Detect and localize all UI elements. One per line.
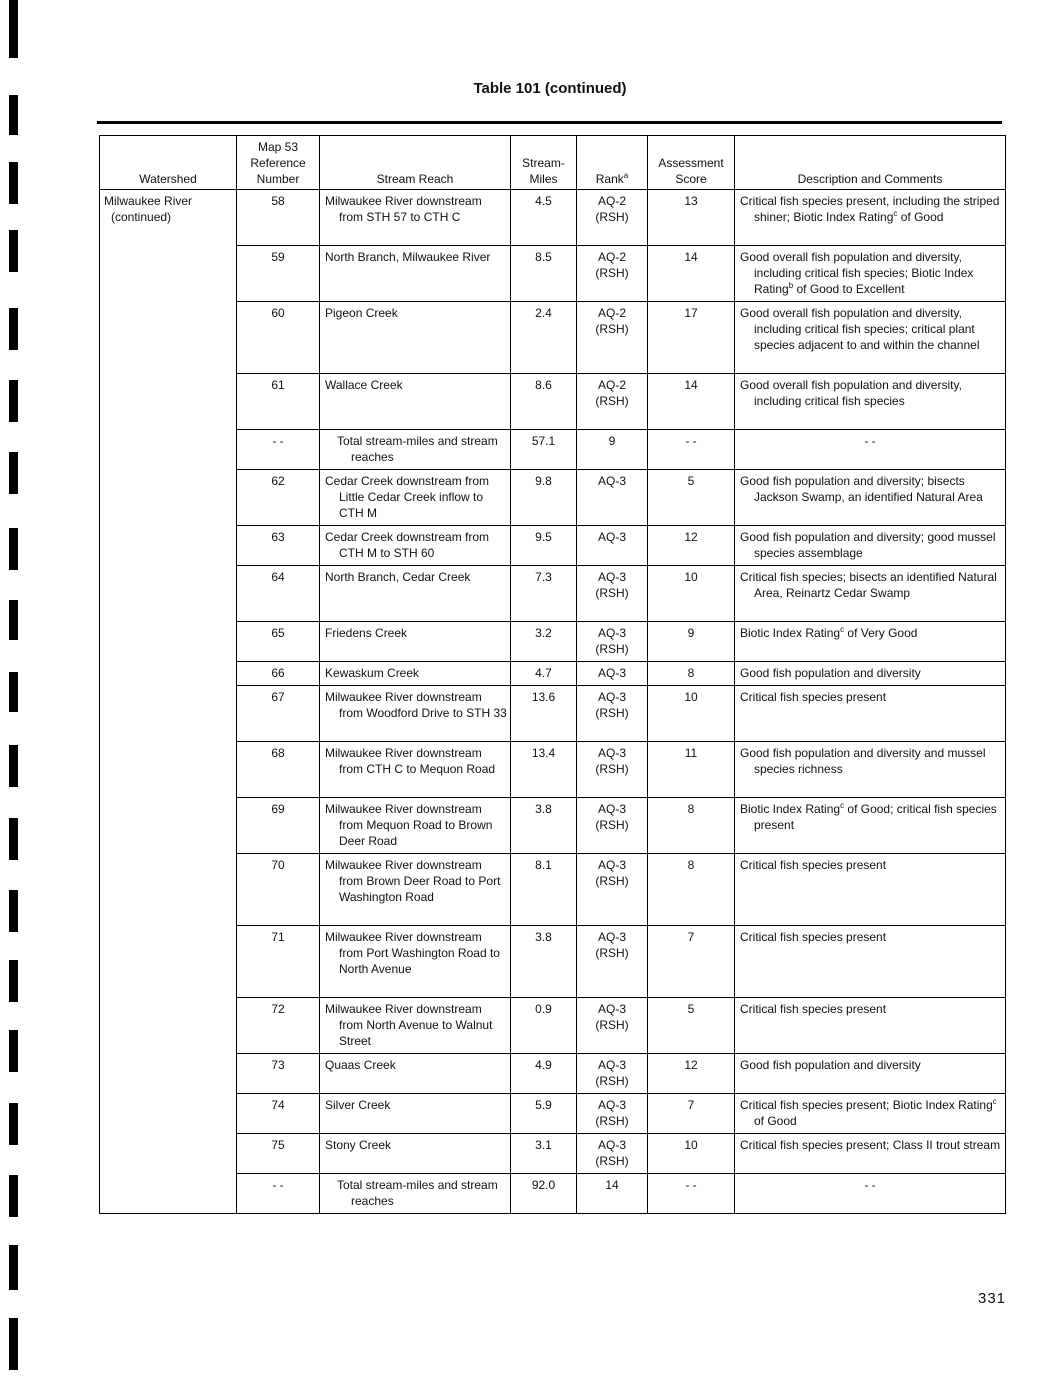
rank-value: AQ-3 — [597, 746, 626, 760]
stream-reach-text: Cedar Creek downstream from Little Cedar Creek inflow to CTH M — [325, 474, 490, 520]
watershed-continued: (continued) — [111, 210, 172, 224]
watershed-cell — [100, 622, 237, 662]
rank-cell — [577, 1054, 648, 1094]
watershed-cell — [100, 1174, 237, 1214]
binding-mark — [9, 672, 18, 712]
rank-value: AQ-3 — [597, 802, 626, 816]
table-row — [100, 1054, 1006, 1094]
reference-number-cell: 58 — [237, 190, 320, 246]
binding-mark — [9, 1318, 18, 1370]
reference-number-cell: - - — [237, 1174, 320, 1214]
reference-number-cell: 60 — [237, 302, 320, 374]
reference-number-cell: 63 — [237, 526, 320, 566]
assessment-score-cell: - - — [648, 1174, 735, 1214]
description-cell — [735, 374, 1006, 430]
assessment-score-cell: 13 — [648, 190, 735, 246]
stream-miles-cell: 8.1 — [511, 854, 577, 926]
rank-cell — [577, 998, 648, 1054]
description-cell — [735, 662, 1006, 686]
reference-number-cell: 75 — [237, 1134, 320, 1174]
assessment-score-cell: 5 — [648, 998, 735, 1054]
rank-cell — [577, 742, 648, 798]
description-text: Good fish population and diversity; bisects Jackson Swamp, an identified Natural Area — [740, 474, 983, 504]
stream-reach-cell — [320, 926, 511, 998]
stream-reach-cell — [320, 1174, 511, 1214]
description-cell — [735, 470, 1006, 526]
rank-value: AQ-2 — [597, 194, 626, 208]
description-cell — [735, 1174, 1006, 1214]
stream-reach-text: North Branch, Cedar Creek — [325, 570, 471, 584]
watershed-cell — [100, 190, 237, 246]
binding-mark — [9, 1103, 18, 1145]
reference-number-cell: 70 — [237, 854, 320, 926]
watershed-cell — [100, 1054, 237, 1094]
rank-qualifier: (RSH) — [595, 586, 629, 600]
stream-reach-text: Kewaskum Creek — [325, 666, 420, 680]
stream-miles-cell: 8.6 — [511, 374, 577, 430]
stream-reach-cell — [320, 1134, 511, 1174]
description-text: Critical fish species present, including the striped shiner; Biotic Index Rating$^c$ of Good — [740, 194, 1000, 224]
description-text: Critical fish species present — [740, 1002, 887, 1016]
footnote-marker: c — [893, 209, 898, 218]
description-text: Good fish population and diversity and mussel species richness — [740, 746, 986, 776]
binding-mark — [9, 600, 18, 640]
stream-miles-cell: 3.8 — [511, 798, 577, 854]
page-number: 331 — [978, 1290, 1007, 1307]
rank-value: AQ-3 — [597, 666, 626, 680]
stream-reach-text: Milwaukee River downstream from Mequon Road to Brown Deer Road — [325, 802, 493, 848]
stream-miles-cell: 4.9 — [511, 1054, 577, 1094]
watershed-cell — [100, 742, 237, 798]
binding-mark — [9, 162, 18, 204]
reference-number-cell: 65 — [237, 622, 320, 662]
stream-reach-cell — [320, 798, 511, 854]
binding-mark — [9, 95, 18, 135]
table-row — [100, 742, 1006, 798]
header-stream-miles: Stream- Miles — [511, 136, 577, 190]
rank-qualifier: (RSH) — [595, 706, 629, 720]
table-row — [100, 1094, 1006, 1134]
footnote-marker: c — [992, 1097, 997, 1106]
stream-reach-text: Milwaukee River downstream from STH 57 to CTH C — [325, 194, 482, 224]
rank-qualifier: (RSH) — [595, 946, 629, 960]
stream-miles-cell: 9.8 — [511, 470, 577, 526]
description-cell — [735, 998, 1006, 1054]
description-text: - - — [864, 1178, 876, 1192]
description-text: Critical fish species present — [740, 858, 887, 872]
description-cell — [735, 686, 1006, 742]
binding-mark — [9, 308, 18, 350]
rank-cell — [577, 1174, 648, 1214]
binding-mark — [9, 1175, 18, 1217]
stream-miles-cell: 92.0 — [511, 1174, 577, 1214]
header-rank: Rank$^a$ — [577, 136, 648, 190]
binding-mark — [9, 960, 18, 1002]
reference-number-cell: 66 — [237, 662, 320, 686]
table-row — [100, 374, 1006, 430]
table-row — [100, 998, 1006, 1054]
stream-reach-text: Milwaukee River downstream from Woodford Drive to STH 33 — [325, 690, 507, 720]
description-text: Biotic Index Rating$^c$ of Good; critical fish species present — [740, 801, 997, 832]
stream-miles-cell: 8.5 — [511, 246, 577, 302]
stream-reach-cell — [320, 742, 511, 798]
watershed-cell — [100, 374, 237, 430]
rank-qualifier: (RSH) — [595, 642, 629, 656]
table-row — [100, 190, 1006, 246]
watershed-cell — [100, 798, 237, 854]
assessment-score-cell: 10 — [648, 686, 735, 742]
stream-miles-cell: 4.7 — [511, 662, 577, 686]
rank-qualifier: (RSH) — [595, 1154, 629, 1168]
stream-reach-text: Wallace Creek — [325, 378, 403, 392]
assessment-score-cell: 8 — [648, 662, 735, 686]
description-text: Critical fish species present; Class II trout stream — [740, 1138, 1001, 1152]
description-cell — [735, 1094, 1006, 1134]
watershed-name: Milwaukee River — [104, 194, 193, 208]
stream-reach-cell — [320, 622, 511, 662]
assessment-score-cell: 14 — [648, 374, 735, 430]
reference-number-cell: 73 — [237, 1054, 320, 1094]
description-cell — [735, 854, 1006, 926]
stream-reach-text: Milwaukee River downstream from North Avenue to Walnut Street — [325, 1002, 493, 1048]
rank-qualifier: (RSH) — [595, 1114, 629, 1128]
rank-cell — [577, 470, 648, 526]
stream-reach-text: Silver Creek — [325, 1098, 391, 1112]
description-cell — [735, 1054, 1006, 1094]
assessment-score-cell: 12 — [648, 526, 735, 566]
description-text: Critical fish species present — [740, 930, 887, 944]
binding-mark — [9, 230, 18, 272]
rank-cell — [577, 1134, 648, 1174]
stream-reach-text: Friedens Creek — [325, 626, 408, 640]
table-row — [100, 526, 1006, 566]
stream-miles-cell: 7.3 — [511, 566, 577, 622]
rank-cell — [577, 1094, 648, 1134]
rank-value: AQ-3 — [597, 474, 626, 488]
page-title: Table 101 (continued) — [473, 80, 627, 97]
description-cell — [735, 798, 1006, 854]
stream-reach-text: Quaas Creek — [325, 1058, 396, 1072]
description-text: Critical fish species; bisects an identified Natural Area, Reinartz Cedar Swamp — [740, 570, 997, 600]
reference-number-cell: 64 — [237, 566, 320, 622]
footnote-marker: b — [788, 281, 794, 290]
rank-value: AQ-3 — [597, 930, 626, 944]
description-text: Good overall fish population and diversity, including critical fish species; Biotic Index Rating$^b$ of Good to Excellent — [740, 250, 974, 296]
rank-qualifier: (RSH) — [595, 818, 629, 832]
table-row — [100, 566, 1006, 622]
assessment-score-cell: 17 — [648, 302, 735, 374]
table-row — [100, 798, 1006, 854]
stream-miles-cell: 2.4 — [511, 302, 577, 374]
rank-value: AQ-3 — [597, 690, 626, 704]
stream-miles-cell: 13.6 — [511, 686, 577, 742]
table-row — [100, 662, 1006, 686]
table-body — [100, 190, 1006, 1214]
description-cell — [735, 1134, 1006, 1174]
stream-reach-text: Stony Creek — [325, 1138, 392, 1152]
binding-mark — [9, 0, 18, 58]
stream-reach-text: Milwaukee River downstream from Port Washington Road to North Avenue — [325, 930, 500, 976]
reference-number-cell: 74 — [237, 1094, 320, 1134]
stream-reach-cell — [320, 470, 511, 526]
stream-reach-cell — [320, 302, 511, 374]
watershed-cell — [100, 246, 237, 302]
rank-qualifier: (RSH) — [595, 1018, 629, 1032]
rank-cell — [577, 526, 648, 566]
assessment-score-cell: - - — [648, 430, 735, 470]
assessment-score-cell: 10 — [648, 566, 735, 622]
rank-cell — [577, 190, 648, 246]
description-text: Biotic Index Rating$^c$ of Very Good — [740, 625, 918, 640]
reference-number-cell: 61 — [237, 374, 320, 430]
stream-reach-cell — [320, 190, 511, 246]
reference-number-cell: 62 — [237, 470, 320, 526]
watershed-cell — [100, 1094, 237, 1134]
stream-miles-cell: 3.2 — [511, 622, 577, 662]
rank-value: AQ-2 — [597, 378, 626, 392]
description-text: - - — [864, 434, 876, 448]
stream-reach-text: Total stream-miles and stream reaches — [337, 434, 498, 464]
rank-cell — [577, 854, 648, 926]
table-row — [100, 430, 1006, 470]
stream-reach-cell — [320, 662, 511, 686]
rank-value: 14 — [605, 1178, 619, 1192]
header-assessment-score: Assessment Score — [648, 136, 735, 190]
stream-reach-cell — [320, 526, 511, 566]
watershed-cell — [100, 470, 237, 526]
watershed-cell — [100, 854, 237, 926]
stream-reach-text: Milwaukee River downstream from CTH C to Mequon Road — [325, 746, 496, 776]
assessment-score-cell: 11 — [648, 742, 735, 798]
description-text: Good overall fish population and diversity, including critical fish species — [740, 378, 962, 408]
description-cell — [735, 622, 1006, 662]
stream-miles-cell: 3.1 — [511, 1134, 577, 1174]
table-row — [100, 302, 1006, 374]
rank-value: AQ-3 — [597, 1002, 626, 1016]
title-rule — [97, 121, 1002, 124]
stream-miles-cell: 0.9 — [511, 998, 577, 1054]
watershed-cell — [100, 430, 237, 470]
description-text: Critical fish species present; Biotic Index Rating$^c$ of Good — [740, 1097, 997, 1128]
rank-qualifier: (RSH) — [595, 762, 629, 776]
stream-miles-cell: 3.8 — [511, 926, 577, 998]
stream-reach-cell — [320, 998, 511, 1054]
table-row — [100, 246, 1006, 302]
assessment-score-cell: 14 — [648, 246, 735, 302]
description-text: Good fish population and diversity — [740, 1058, 921, 1072]
assessment-score-cell: 9 — [648, 622, 735, 662]
rank-cell — [577, 686, 648, 742]
watershed-cell — [100, 566, 237, 622]
rank-qualifier: (RSH) — [595, 394, 629, 408]
rank-value: AQ-3 — [597, 1058, 626, 1072]
description-text: Good overall fish population and diversity, including critical fish species; critical plant species adjacent to and within the channel — [740, 306, 980, 352]
table-row — [100, 1134, 1006, 1174]
stream-reach-cell — [320, 686, 511, 742]
binding-mark — [9, 1245, 18, 1290]
binding-mark — [9, 380, 18, 422]
description-cell — [735, 926, 1006, 998]
stream-reach-text: Cedar Creek downstream from CTH M to STH 60 — [325, 530, 490, 560]
rank-value: AQ-2 — [597, 306, 626, 320]
assessment-score-cell: 8 — [648, 798, 735, 854]
stream-reach-cell — [320, 246, 511, 302]
description-cell — [735, 742, 1006, 798]
assessment-score-cell: 12 — [648, 1054, 735, 1094]
assessment-score-cell: 7 — [648, 1094, 735, 1134]
reference-number-cell: 72 — [237, 998, 320, 1054]
watershed-cell — [100, 526, 237, 566]
footnote-marker: c — [840, 801, 845, 810]
rank-cell — [577, 926, 648, 998]
description-cell — [735, 430, 1006, 470]
rank-qualifier: (RSH) — [595, 266, 629, 280]
header-description: Description and Comments — [735, 136, 1006, 190]
stream-miles-cell: 13.4 — [511, 742, 577, 798]
stream-reach-text: Pigeon Creek — [325, 306, 398, 320]
stream-reach-cell — [320, 1054, 511, 1094]
assessment-score-cell: 10 — [648, 1134, 735, 1174]
rank-value: AQ-3 — [597, 626, 626, 640]
binding-mark — [9, 890, 18, 932]
stream-miles-cell: 57.1 — [511, 430, 577, 470]
binding-mark — [9, 818, 18, 860]
rank-cell — [577, 662, 648, 686]
rank-value: 9 — [608, 434, 616, 448]
rank-cell — [577, 374, 648, 430]
header-row — [100, 136, 1006, 190]
rank-value: AQ-3 — [597, 570, 626, 584]
watershed-cell — [100, 926, 237, 998]
header-watershed: Watershed — [100, 136, 237, 190]
stream-reach-cell — [320, 1094, 511, 1134]
header-stream-reach: Stream Reach — [320, 136, 511, 190]
rank-qualifier: (RSH) — [595, 210, 629, 224]
description-text: Good fish population and diversity — [740, 666, 921, 680]
description-cell — [735, 526, 1006, 566]
rank-value: AQ-3 — [597, 1138, 626, 1152]
reference-number-cell: 59 — [237, 246, 320, 302]
stream-reach-text: Milwaukee River downstream from Brown Deer Road to Port Washington Road — [325, 858, 501, 904]
binding-mark — [9, 452, 18, 494]
reference-number-cell: 68 — [237, 742, 320, 798]
rank-cell — [577, 430, 648, 470]
table-row — [100, 622, 1006, 662]
stream-miles-cell: 4.5 — [511, 190, 577, 246]
stream-table — [99, 135, 1006, 1214]
watershed-cell — [100, 662, 237, 686]
header-reference-number: Map 53 Reference Number — [237, 136, 320, 190]
assessment-score-cell: 8 — [648, 854, 735, 926]
rank-qualifier: (RSH) — [595, 874, 629, 888]
rank-value: AQ-3 — [597, 1098, 626, 1112]
stream-reach-cell — [320, 430, 511, 470]
rank-value: AQ-3 — [597, 858, 626, 872]
reference-number-cell: 69 — [237, 798, 320, 854]
watershed-cell — [100, 998, 237, 1054]
rank-cell — [577, 566, 648, 622]
binding-mark — [9, 1030, 18, 1072]
watershed-cell — [100, 302, 237, 374]
table-row — [100, 686, 1006, 742]
description-cell — [735, 190, 1006, 246]
rank-cell — [577, 302, 648, 374]
table-row — [100, 470, 1006, 526]
rank-cell — [577, 798, 648, 854]
table-row — [100, 854, 1006, 926]
watershed-cell — [100, 686, 237, 742]
description-cell — [735, 566, 1006, 622]
stream-reach-cell — [320, 854, 511, 926]
rank-cell — [577, 246, 648, 302]
description-text: Good fish population and diversity; good mussel species assemblage — [740, 530, 996, 560]
description-cell — [735, 302, 1006, 374]
binding-mark — [9, 528, 18, 570]
rank-value: AQ-3 — [597, 530, 626, 544]
stream-miles-cell: 9.5 — [511, 526, 577, 566]
binding-mark — [9, 745, 18, 787]
rank-value: AQ-2 — [597, 250, 626, 264]
rank-cell — [577, 622, 648, 662]
reference-number-cell: 71 — [237, 926, 320, 998]
stream-reach-cell — [320, 566, 511, 622]
table-row — [100, 1174, 1006, 1214]
rank-qualifier: (RSH) — [595, 322, 629, 336]
stream-miles-cell: 5.9 — [511, 1094, 577, 1134]
rank-qualifier: (RSH) — [595, 1074, 629, 1088]
stream-reach-cell — [320, 374, 511, 430]
description-cell — [735, 246, 1006, 302]
reference-number-cell: - - — [237, 430, 320, 470]
reference-number-cell: 67 — [237, 686, 320, 742]
stream-reach-text: Total stream-miles and stream reaches — [337, 1178, 498, 1208]
stream-reach-text: North Branch, Milwaukee River — [325, 250, 491, 264]
watershed-cell — [100, 1134, 237, 1174]
table-row — [100, 926, 1006, 998]
description-text: Critical fish species present — [740, 690, 887, 704]
footnote-marker: c — [840, 625, 845, 634]
assessment-score-cell: 7 — [648, 926, 735, 998]
assessment-score-cell: 5 — [648, 470, 735, 526]
